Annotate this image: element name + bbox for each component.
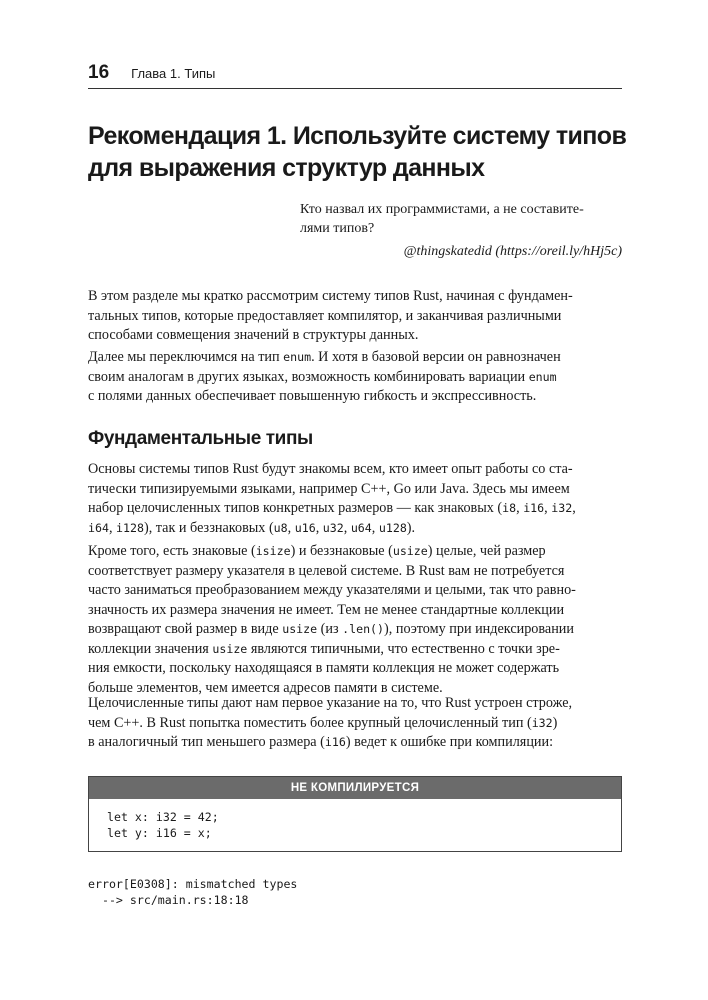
title-line-2: для выражения структур данных [88,154,485,182]
section-paragraph-1: Основы системы типов Rust будут знакомы всем, кто имеет опыт работы со ста- тически типизируемыми языками, например C++, Go или Java. Здесь мы имеем набор целочисленных типов конкретных размеров — как знаковых (i8, i16, i32, i64, i128), так и беззнаковых (u8, u16, u32, u64, u128). [88,461,576,536]
title-line-1: Рекомендация 1. Используйте систему типов [88,122,627,150]
epigraph-quote: Кто назвал их программистами, а не составите- лями типов? [300,202,584,236]
section-paragraph-3: Целочисленные типы дают нам первое указание на то, что Rust устроен строже, чем C++. В Rust попытка поместить более крупный целочисленный тип (i32) в аналогичный тип меньшего размера (i16) ведет к ошибке при компиляции: [88,695,573,750]
section-heading: Фундаментальные типы [88,428,313,449]
inline-code: enum [283,350,312,364]
running-header [88,62,622,90]
section-paragraph-2: Кроме того, есть знаковые (isize) и беззнаковые (usize) целые, чей размер соответствует размеру указателя в целевой системе. В Rust вам не потребуется часто заниматься преобразованием между указателями и целыми, так что равно- значность их размера значения не имеет. Тем не менее стандартные коллекции возвращают свой размер в виде usize (из .len()), поэтому при индексировании коллекции значения usize являются типичными, что естественно с точки зре- ния емкости, поскольку находящаяся в памяти коллекция не может содержать больше элементов, чем имеется адресов памяти в системе. [88,543,576,696]
header-rule [88,88,622,89]
epigraph-attribution: @thingskatedid (https://oreil.ly/hHj5c) [403,244,622,259]
page-number: 16 [88,62,110,83]
recommendation-title [88,120,628,184]
intro-paragraph-2: Далее мы переключимся на тип enum. И хотя в базовой версии он равнозначен своим аналогам в других языках, возможность комбинировать вариации enum с полями данных обеспечивает повышенную гибкость и экспрессивность. [88,349,561,404]
listing-label: НЕ КОМПИЛИРУЕТСЯ [89,777,621,799]
code-listing [88,776,622,852]
intro-paragraph-1: В этом разделе мы кратко рассмотрим систему типов Rust, начиная с фундамен- тальных типов, которые предоставляет компилятор, и заканчивая различными способами совмещения значений в структуры данных. [88,288,573,343]
inline-code: enum [528,369,557,384]
compiler-output: error[E0308]: mismatched types --> src/main.rs:18:18 [88,877,298,907]
listing-code: let x: i32 = 42; let y: i16 = x; [107,810,219,840]
chapter-title: Глава 1. Типы [131,66,216,81]
epigraph [300,200,622,261]
